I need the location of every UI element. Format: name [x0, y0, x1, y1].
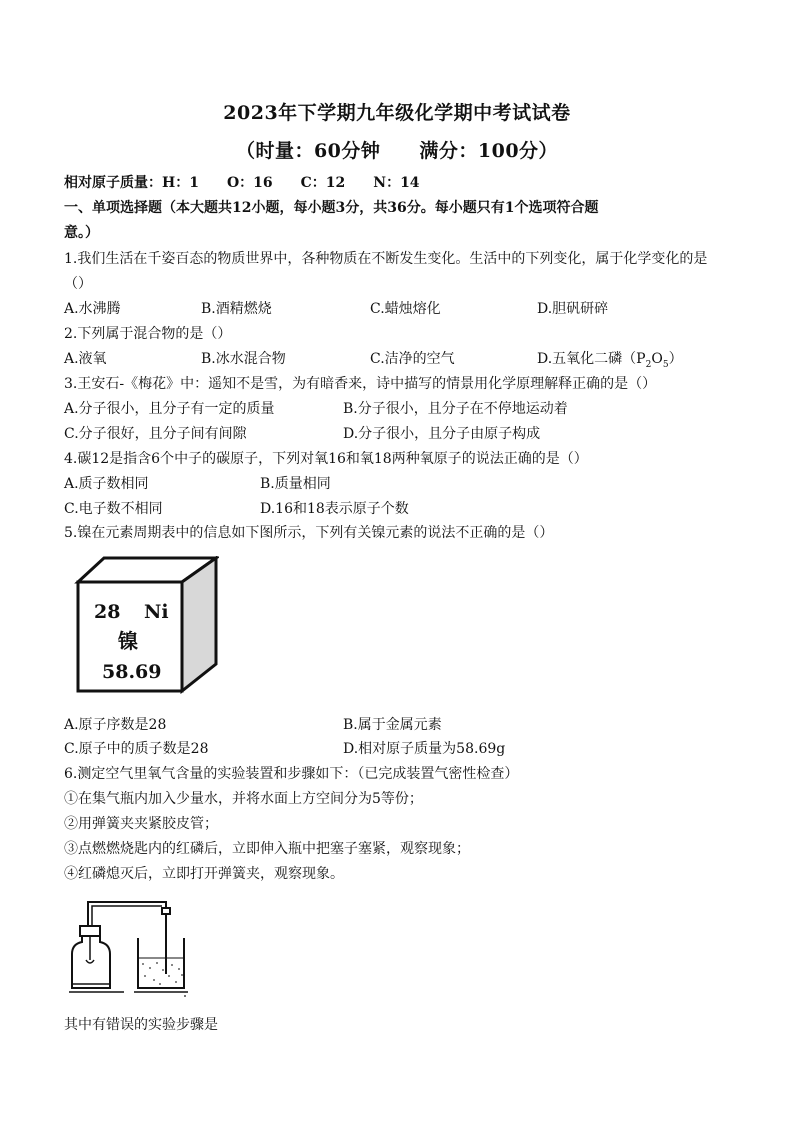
- q1-stem-line2: （）: [64, 276, 92, 292]
- q6-step3: ③点燃燃烧匙内的红磷后，立即伸入瓶中把塞子塞紧，观察现象；: [64, 841, 470, 857]
- q3-option-d: D.分子很小，且分子由原子构成: [343, 426, 541, 442]
- q6-step1: ①在集气瓶内加入少量水，并将水面上方空间分为5等份；: [64, 791, 423, 807]
- q4-option-a: A.质子数相同: [64, 476, 149, 492]
- q5-option-b: B.属于金属元素: [343, 717, 442, 733]
- q2-option-a: A.液氧: [64, 351, 107, 367]
- exam-subtitle: （时量：60分钟 满分：100分）: [235, 140, 559, 162]
- q6-followup: 其中有错误的实验步骤是: [64, 1017, 218, 1033]
- q4-option-c: C.电子数不相同: [64, 501, 163, 517]
- q3-option-b: B.分子很小，且分子在不停地运动着: [343, 401, 568, 417]
- q3-option-a: A.分子很小，且分子有一定的质量: [64, 401, 275, 417]
- q5-stem: 5.镍在元素周期表中的信息如下图所示，下列有关镍元素的说法不正确的是（）: [64, 525, 554, 541]
- q5-option-c: C.原子中的质子数是28: [64, 741, 209, 757]
- section-heading-line1: 一、单项选择题（本大题共12小题，每小题3分，共36分。每小题只有1个选项符合题: [64, 200, 599, 216]
- q3-stem: 3.王安石-《梅花》中：遥知不是雪，为有暗香来，诗中描写的情景用化学原理解释正确的是（）: [64, 376, 657, 392]
- q2-stem: 2.下列属于混合物的是（）: [64, 326, 232, 342]
- element-name: 镍: [118, 629, 138, 653]
- element-number: 28: [94, 601, 121, 623]
- q6-step4: ④红磷熄灭后，立即打开弹簧夹，观察现象。: [64, 866, 344, 882]
- element-mass: 58.69: [102, 661, 162, 683]
- q6-step2: ②用弹簧夹夹紧胶皮管；: [64, 816, 218, 832]
- q5-option-a: A.原子序数是28: [64, 717, 167, 733]
- q2-option-d: D.五氧化二磷$(P_2O_5)$: [537, 351, 683, 370]
- q3-option-c: C.分子很好，且分子间有间隙: [64, 426, 247, 442]
- exam-title: 2023年下学期九年级化学期中考试试卷: [223, 102, 571, 124]
- q4-stem: 4.碳12是指含6个中子的碳原子，下列对氧16和氧18两种氧原子的说法正确的是（）: [64, 451, 588, 467]
- oxygen-experiment-apparatus: [66, 896, 190, 1004]
- section-heading-line2: 意。）: [64, 225, 99, 241]
- q1-option-c: C.蜡烛熔化: [370, 301, 441, 317]
- q2-option-b: B.冰水混合物: [201, 351, 286, 367]
- nickel-element-cube: [74, 556, 219, 698]
- q1-option-b: B.酒精燃烧: [201, 301, 272, 317]
- q4-option-d: D.16和18表示原子个数: [260, 501, 409, 517]
- q1-option-d: D.胆矾研碎: [537, 301, 609, 317]
- q1-stem-line1: 1.我们生活在千姿百态的物质世界中，各种物质在不断发生变化。生活中的下列变化，属于化学变化的是: [64, 251, 708, 267]
- q1-option-a: A.水沸腾: [64, 301, 121, 317]
- q2-option-c: C.洁净的空气: [370, 351, 455, 367]
- q4-option-b: B.质量相同: [260, 476, 331, 492]
- element-symbol: Ni: [144, 601, 169, 623]
- q5-option-d: D.相对原子质量为58.69g: [343, 741, 506, 757]
- atomic-mass-line: 相对原子质量：H：1 O：16 C：12 N：14: [64, 175, 420, 191]
- q6-stem: 6.测定空气里氧气含量的实验装置和步骤如下：（已完成装置气密性检查）: [64, 766, 519, 782]
